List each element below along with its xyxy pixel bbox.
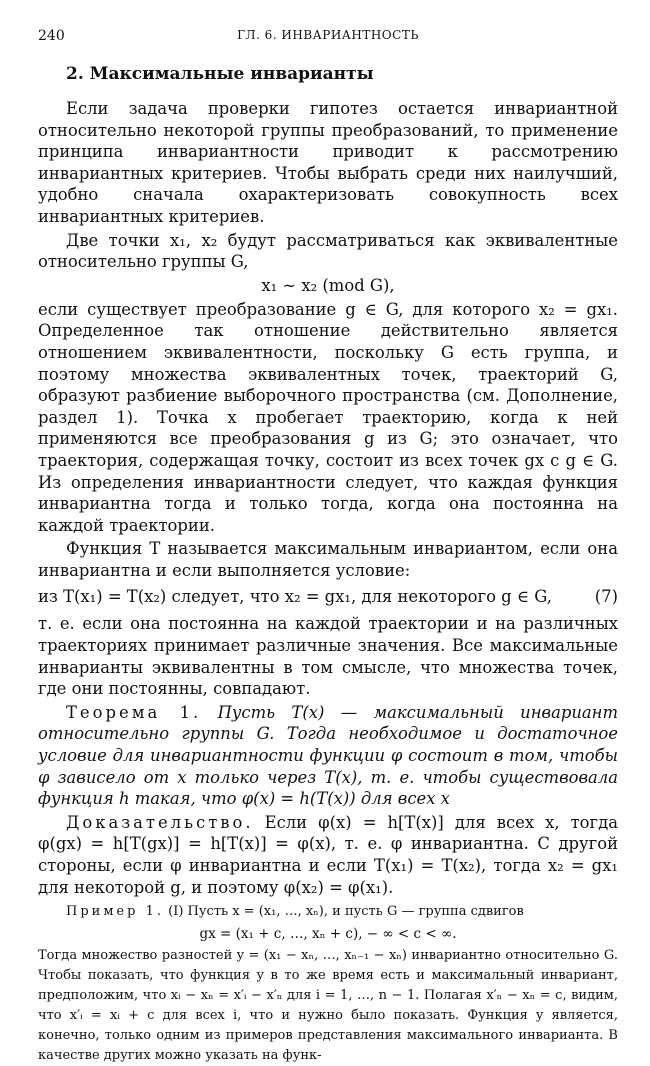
paragraph-trajectories: если существует преобразование g ∈ G, для которого x₂ = gx₁. Определенное так отношение действительно является отношением эквивалентности, поскольку G есть группа, и поэтому множества эквивалентных точек, траекторий G, образуют разбиение выборочного пространства (см. Дополнение, раздел 1). Точка x пробегает траекторию, когда к ней применяются все преобразования g из G; это означает, что траектория, содержащая точку, состоит из всех точек gx с g ∈ G. Из определения инвариантности следует, что каждая функция инвариантна тогда и только тогда, когда она постоянна на каждой траектории.	[38, 299, 618, 535]
equation-equivalence: x₁ ∼ x₂ (mod G),	[261, 275, 395, 295]
page-number: 240	[38, 28, 65, 44]
paragraph-intro: Если задача проверки гипотез остается инвариантной относительно некоторой группы преобразований, то применение принципа инвариантности приводит к рассмотрению инвариантных критериев. Чтобы выбрать среди них наилучший, удобно сначала охарактеризовать совокупность всех инвариантных критериев.	[38, 99, 618, 226]
paragraph-equivalent-points: Две точки x₁, x₂ будут рассматриваться как эквивалентные относительно группы G,	[38, 230, 618, 272]
example-label: Пример 1.	[66, 904, 164, 920]
proof-text: Если φ(x) = h[T(x)] для всех x, тогда φ(gx) = h[T(gx)] = h[T(x)] = φ(x), т. е. φ инвариантна. С другой стороны, если φ инвариантна и если T(x₁) = T(x₂), тогда x₂ = gx₁ для некоторой g, и поэтому φ(x₂) = φ(x₁).	[38, 812, 618, 897]
theorem-1	[38, 702, 618, 810]
example-paragraph: Тогда множество разностей y = (x₁ − xₙ, …, xₙ₋₁ − xₙ) инвариантно относительно G. Чтобы показать, что функция y в то же время есть и максимальный инвариант, предположим, что xᵢ − xₙ = x′ᵢ − x′ₙ для i = 1, …, n − 1. Полагая x′ₙ − xₙ = c, видим, что x′ᵢ = xᵢ + c для всех i, что и нужно было показать. Функция y является, конечно, только одним из примеров представления максимального инварианта. В качестве других можно указать на функ-	[38, 948, 618, 1064]
proof	[38, 812, 618, 898]
paragraph-equivalence-note: т. е. если она постоянна на каждой траектории и на различных траекториях принимает различные значения. Все максимальные инварианты эквивалентны в том смысле, что множества точек, где они постоянны, совпадают.	[38, 614, 618, 699]
equation-7	[38, 585, 618, 609]
example-equation: gx = (x₁ + c, …, xₙ + c), − ∞ < c < ∞.	[199, 926, 457, 943]
section-title: 2. Максимальные инварианты	[66, 64, 374, 84]
book-page	[38, 28, 618, 1066]
theorem-text: Пусть T(x) — максимальный инвариант относительно группы G. Тогда необходимое и достаточное условие для инвариантности функции φ состоит в том, чтобы φ зависело от x только через T(x), т. е. чтобы существовала функция h такая, что φ(x) = h(T(x)) для всех x	[38, 702, 618, 809]
equation-7-text: из T(x₁) = T(x₂) следует, что x₂ = gx₁, для некоторого g ∈ G,	[38, 587, 552, 607]
equation-7-label: (7)	[594, 587, 618, 607]
running-title: ГЛ. 6. ИНВАРИАНТНОСТЬ	[237, 28, 419, 42]
theorem-label: Теорема 1.	[66, 702, 202, 722]
page-header	[38, 28, 618, 54]
example-1	[38, 902, 618, 922]
example-text: (I) Пусть x = (x₁, …, xₙ), и пусть G — группа сдвигов	[168, 904, 524, 920]
paragraph-maximal-invariant-def: Функция T называется максимальным инвариантом, если она инвариантна и если выполняется условие:	[38, 539, 618, 580]
proof-label: Доказательство.	[66, 812, 254, 832]
